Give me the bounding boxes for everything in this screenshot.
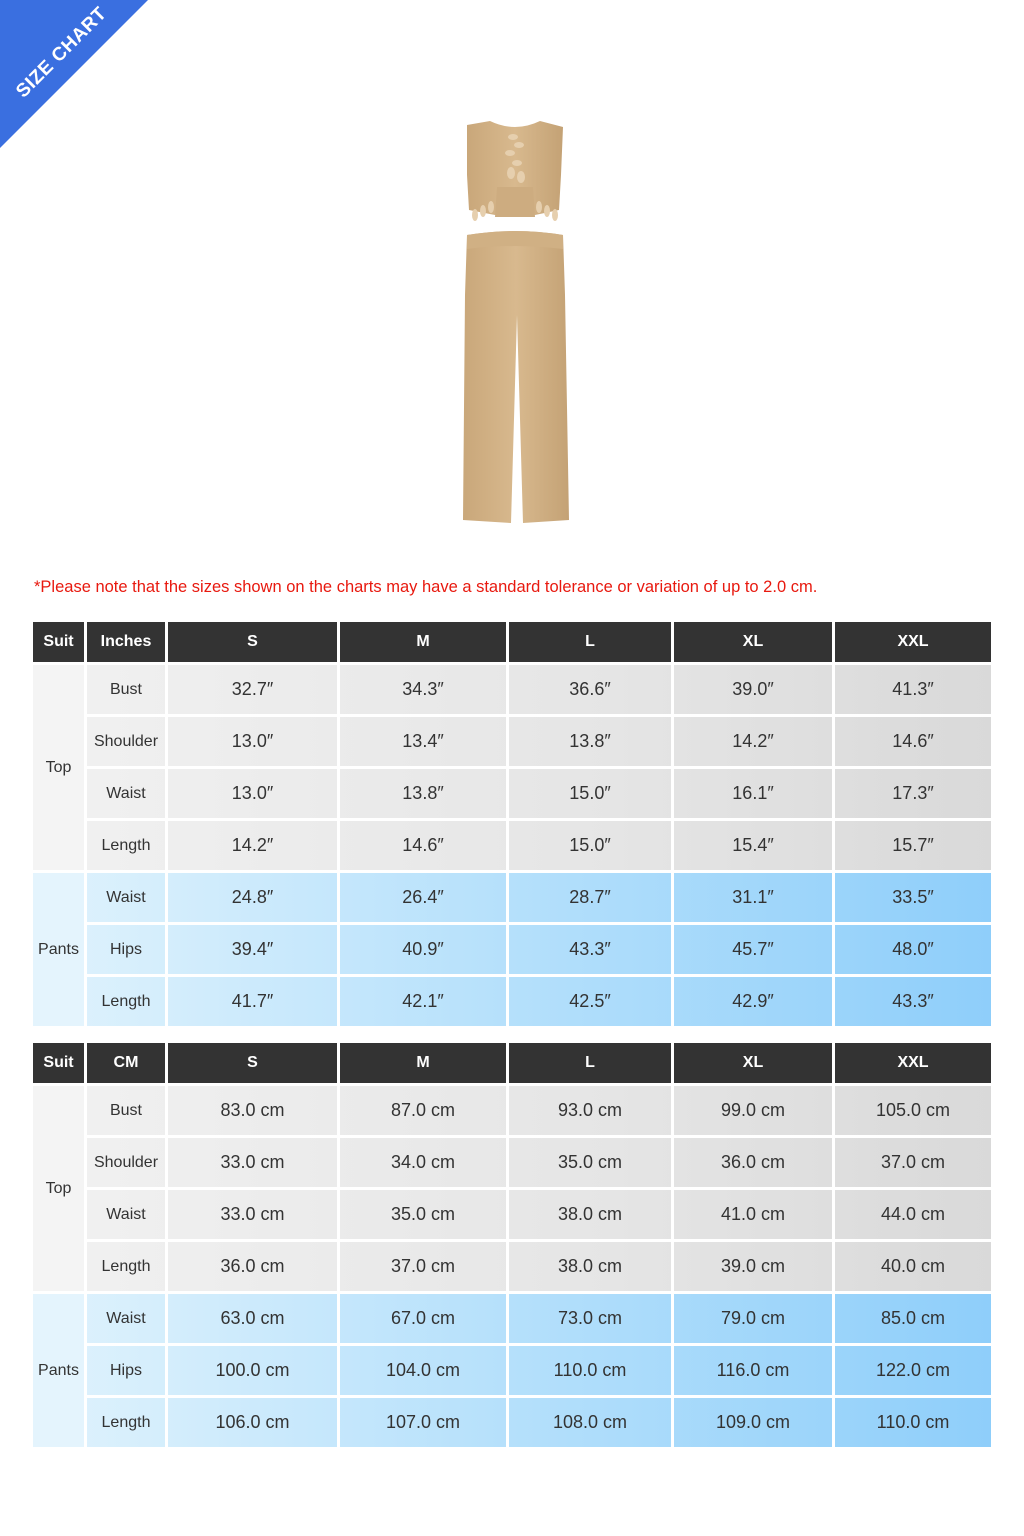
cell: 38.0 cm <box>509 1190 671 1239</box>
cell: 15.7″ <box>835 821 991 870</box>
cell: 116.0 cm <box>674 1346 832 1395</box>
cell: 41.7″ <box>168 977 337 1026</box>
group-label: Top <box>33 1086 84 1291</box>
cell: 93.0 cm <box>509 1086 671 1135</box>
banner-triangle <box>0 0 148 148</box>
cell: 83.0 cm <box>168 1086 337 1135</box>
cell: 105.0 cm <box>835 1086 991 1135</box>
cell: 24.8″ <box>168 873 337 922</box>
cell: 34.3″ <box>340 665 506 714</box>
header-size-s: S <box>168 1043 337 1083</box>
header-size-m: M <box>340 622 506 662</box>
table-row <box>33 1086 991 1135</box>
cell: 106.0 cm <box>168 1398 337 1447</box>
row-label: Length <box>87 977 165 1026</box>
table-row <box>33 1242 991 1291</box>
cell: 85.0 cm <box>835 1294 991 1343</box>
cell: 41.0 cm <box>674 1190 832 1239</box>
table-row <box>33 925 991 974</box>
cell: 40.9″ <box>340 925 506 974</box>
product-image <box>455 115 575 535</box>
group-label: Pants <box>33 873 84 1026</box>
cell: 45.7″ <box>674 925 832 974</box>
table-row <box>33 717 991 766</box>
cell: 110.0 cm <box>509 1346 671 1395</box>
cm-size-table <box>30 1040 994 1450</box>
header-size-xxl: XXL <box>835 622 991 662</box>
cell: 15.4″ <box>674 821 832 870</box>
cell: 63.0 cm <box>168 1294 337 1343</box>
cell: 14.6″ <box>340 821 506 870</box>
cell: 33.0 cm <box>168 1138 337 1187</box>
cell: 42.5″ <box>509 977 671 1026</box>
row-label: Shoulder <box>87 717 165 766</box>
cell: 36.6″ <box>509 665 671 714</box>
cell: 14.6″ <box>835 717 991 766</box>
cell: 15.0″ <box>509 821 671 870</box>
table-row <box>33 1398 991 1447</box>
table-row <box>33 821 991 870</box>
header-size-xl: XL <box>674 622 832 662</box>
row-label: Length <box>87 821 165 870</box>
table-row <box>33 873 991 922</box>
cell: 16.1″ <box>674 769 832 818</box>
table-row <box>33 1346 991 1395</box>
table-header-row <box>33 622 991 662</box>
cell: 17.3″ <box>835 769 991 818</box>
row-label: Hips <box>87 925 165 974</box>
cell: 42.9″ <box>674 977 832 1026</box>
row-label: Length <box>87 1242 165 1291</box>
header-size-l: L <box>509 1043 671 1083</box>
header-size-m: M <box>340 1043 506 1083</box>
header-unit: Inches <box>87 622 165 662</box>
cell: 48.0″ <box>835 925 991 974</box>
cell: 37.0 cm <box>835 1138 991 1187</box>
cell: 13.8″ <box>509 717 671 766</box>
row-label: Waist <box>87 873 165 922</box>
cell: 33.5″ <box>835 873 991 922</box>
row-label: Shoulder <box>87 1138 165 1187</box>
table-row <box>33 665 991 714</box>
cell: 15.0″ <box>509 769 671 818</box>
cell: 26.4″ <box>340 873 506 922</box>
cell: 99.0 cm <box>674 1086 832 1135</box>
cell: 43.3″ <box>835 977 991 1026</box>
row-label: Waist <box>87 769 165 818</box>
table-row <box>33 1138 991 1187</box>
cell: 108.0 cm <box>509 1398 671 1447</box>
cell: 39.0″ <box>674 665 832 714</box>
cell: 104.0 cm <box>340 1346 506 1395</box>
cell: 43.3″ <box>509 925 671 974</box>
cell: 13.0″ <box>168 717 337 766</box>
cell: 100.0 cm <box>168 1346 337 1395</box>
cell: 42.1″ <box>340 977 506 1026</box>
cell: 35.0 cm <box>509 1138 671 1187</box>
outfit-illustration-icon <box>455 115 575 535</box>
cell: 13.4″ <box>340 717 506 766</box>
row-label: Bust <box>87 1086 165 1135</box>
row-label: Length <box>87 1398 165 1447</box>
cell: 35.0 cm <box>340 1190 506 1239</box>
table-row <box>33 1294 991 1343</box>
cell: 13.0″ <box>168 769 337 818</box>
cell: 110.0 cm <box>835 1398 991 1447</box>
cell: 37.0 cm <box>340 1242 506 1291</box>
cell: 32.7″ <box>168 665 337 714</box>
table-row <box>33 1190 991 1239</box>
cell: 38.0 cm <box>509 1242 671 1291</box>
header-suit: Suit <box>33 1043 84 1083</box>
cell: 28.7″ <box>509 873 671 922</box>
cell: 14.2″ <box>168 821 337 870</box>
cell: 67.0 cm <box>340 1294 506 1343</box>
group-label: Pants <box>33 1294 84 1447</box>
header-unit: CM <box>87 1043 165 1083</box>
cell: 13.8″ <box>340 769 506 818</box>
tolerance-note: *Please note that the sizes shown on the charts may have a standard tolerance or variation of up to 2.0 cm. <box>34 578 818 596</box>
row-label: Waist <box>87 1190 165 1239</box>
cell: 34.0 cm <box>340 1138 506 1187</box>
cell: 109.0 cm <box>674 1398 832 1447</box>
header-size-s: S <box>168 622 337 662</box>
group-label: Top <box>33 665 84 870</box>
row-label: Bust <box>87 665 165 714</box>
cell: 44.0 cm <box>835 1190 991 1239</box>
cell: 39.0 cm <box>674 1242 832 1291</box>
table-row <box>33 977 991 1026</box>
header-size-l: L <box>509 622 671 662</box>
cell: 31.1″ <box>674 873 832 922</box>
banner-label: SIZE CHART <box>12 3 112 103</box>
cell: 40.0 cm <box>835 1242 991 1291</box>
cell: 39.4″ <box>168 925 337 974</box>
inches-size-table <box>30 619 994 1029</box>
header-size-xxl: XXL <box>835 1043 991 1083</box>
cell: 122.0 cm <box>835 1346 991 1395</box>
table-row <box>33 769 991 818</box>
cell: 33.0 cm <box>168 1190 337 1239</box>
table-header-row <box>33 1043 991 1083</box>
header-size-xl: XL <box>674 1043 832 1083</box>
cell: 14.2″ <box>674 717 832 766</box>
cell: 107.0 cm <box>340 1398 506 1447</box>
cell: 87.0 cm <box>340 1086 506 1135</box>
header-suit: Suit <box>33 622 84 662</box>
cell: 36.0 cm <box>674 1138 832 1187</box>
row-label: Waist <box>87 1294 165 1343</box>
cell: 73.0 cm <box>509 1294 671 1343</box>
row-label: Hips <box>87 1346 165 1395</box>
cell: 79.0 cm <box>674 1294 832 1343</box>
cell: 36.0 cm <box>168 1242 337 1291</box>
size-chart-banner <box>0 0 150 150</box>
cell: 41.3″ <box>835 665 991 714</box>
